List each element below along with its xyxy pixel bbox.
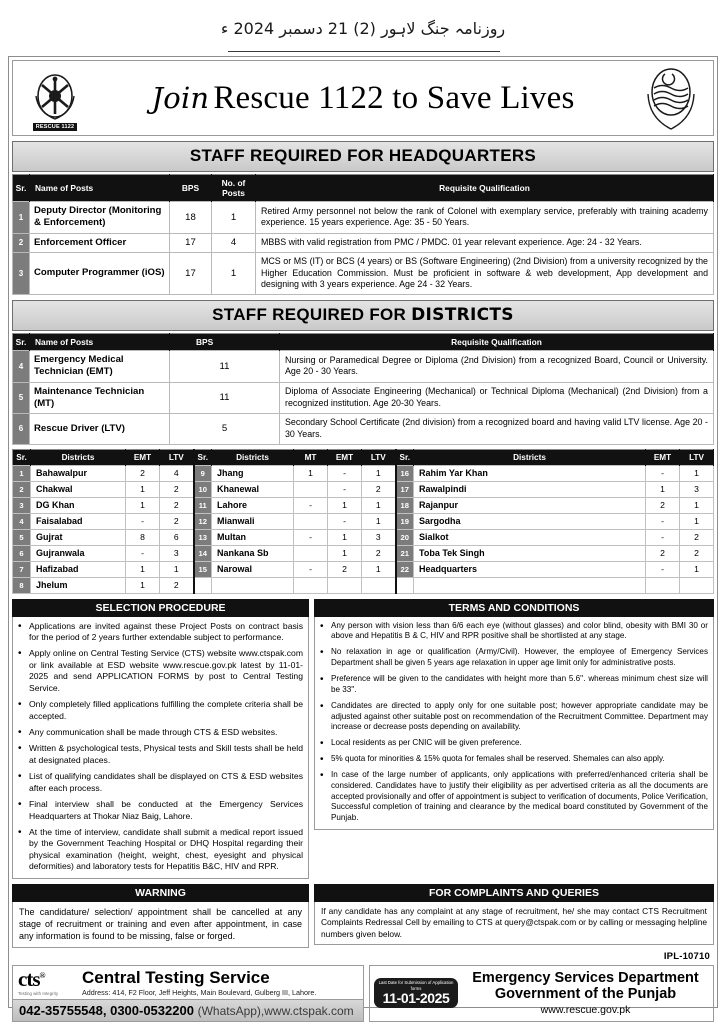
hq-row-bps: 18 xyxy=(170,202,212,234)
grid-district: Toba Tek Singh xyxy=(414,545,646,561)
grid-district: Rajanpur xyxy=(414,497,646,513)
grid-b2-mt: MT xyxy=(294,449,328,465)
grid-emt: 8 xyxy=(126,529,160,545)
cts-full-name: Central Testing Service xyxy=(82,967,270,987)
dist-col-bps: BPS xyxy=(170,334,280,351)
hq-row-qualification: MBBS with valid registration from PMC / PMDC. 01 year relevant experience. Age: 24 - 32 Years. xyxy=(256,233,714,252)
list-item: • At the time of interview, candidate shall submit a medical report issued by the Government Teaching Hospital or DHQ Hospital regarding their physical examination (height, weight, chest, eyesight and physical deformities) and laboratory tests for Hepatitis B&C, HIV and RPR. xyxy=(29,827,303,873)
grid-mt: - xyxy=(294,529,328,545)
grid-ltv: 3 xyxy=(362,529,396,545)
grid-district: Jhang xyxy=(212,465,294,481)
hq-table-header-row xyxy=(13,175,714,202)
grid-empty-cell xyxy=(414,577,646,593)
grid-ltv: 1 xyxy=(680,513,714,529)
list-item: • Apply online on Central Testing Service (CTS) website www.ctspak.com or link available at ESD website www.rescue.gov.pk latest by 11-01-2025 and send APPLICATION FORMS by post to Central Testing Service. xyxy=(29,648,303,694)
advertisement-frame xyxy=(8,56,718,1018)
hq-section-banner: STAFF REQUIRED FOR HEADQUARTERS xyxy=(12,141,714,172)
grid-ltv: 1 xyxy=(680,465,714,481)
grid-empty-cell xyxy=(680,577,714,593)
cts-address: Address: 414, F2 Floor, Jeff Heights, Main Boulevard, Gulberg III, Lahore. xyxy=(82,987,317,997)
grid-sr: 12 xyxy=(194,513,212,529)
grid-district: Nankana Sb xyxy=(212,545,294,561)
grid-sr: 15 xyxy=(194,561,212,577)
grid-emt: 1 xyxy=(328,545,362,561)
table-row xyxy=(13,382,714,414)
rescue-logo-caption: RESCUE 1122 xyxy=(33,123,78,131)
grid-mt xyxy=(294,481,328,497)
table-row xyxy=(13,252,714,294)
grid-emt: 1 xyxy=(126,481,160,497)
hq-posts-table xyxy=(12,174,714,295)
grid-ltv: 2 xyxy=(160,577,194,593)
grid-sr: 18 xyxy=(396,497,414,513)
dist-row-post: Maintenance Technician (MT) xyxy=(30,382,170,414)
grid-emt: 2 xyxy=(126,465,160,481)
table-row xyxy=(13,481,714,497)
grid-emt: 2 xyxy=(646,497,680,513)
grid-emt: 1 xyxy=(328,497,362,513)
dist-row-qualification: Nursing or Paramedical Degree or Diploma (2nd Division) from a recognized Board, Council or University. Age 20 - 30 Years. xyxy=(280,351,714,383)
grid-sr: 14 xyxy=(194,545,212,561)
grid-district: Sargodha xyxy=(414,513,646,529)
grid-sr: 11 xyxy=(194,497,212,513)
grid-b1-districts: Districts xyxy=(31,449,126,465)
list-item: • 5% quota for minorities & 15% quota for females shall be reserved. Shemales can also apply. xyxy=(331,754,708,765)
header-divider xyxy=(228,51,500,52)
list-item: • Only completely filled applications fulfilling the complete criteria shall be accepted. xyxy=(29,699,303,722)
table-row xyxy=(13,414,714,445)
grid-district: Multan xyxy=(212,529,294,545)
hq-row-posts: 1 xyxy=(212,202,256,234)
grid-sr: 19 xyxy=(396,513,414,529)
grid-district: Rahim Yar Khan xyxy=(414,465,646,481)
masthead xyxy=(12,60,714,136)
page-title xyxy=(89,80,637,117)
grid-empty-cell xyxy=(294,577,328,593)
table-row xyxy=(13,351,714,383)
list-item: • List of qualifying candidates shall be displayed on CTS & ESD websites after each process. xyxy=(29,771,303,794)
grid-empty-cell xyxy=(362,577,396,593)
grid-b1-ltv: LTV xyxy=(160,449,194,465)
hq-row-posts: 1 xyxy=(212,252,256,294)
hq-row-qualification: MCS or MS (IT) or BCS (4 years) or BS (Software Engineering) (2nd Division) from a university recognized by the Higher Education Commission. Must be proficient in software & web development, App development and designing with 3 years experience. Age 24 - 32 Years. xyxy=(256,252,714,294)
hq-col-name: Name of Posts xyxy=(30,175,170,202)
cts-contact-bar xyxy=(13,999,363,1021)
grid-ltv: 2 xyxy=(362,481,396,497)
hq-row-post: Computer Programmer (iOS) xyxy=(30,252,170,294)
dist-row-sr: 6 xyxy=(13,414,30,445)
footer xyxy=(12,965,714,1022)
list-item: • Candidates are directed to apply only for one suitable post; however appropriate candidate may be adjusted against other suitable post on recommendation of the Recruitment Committee. Department may increase or decrease posts depending on availability. xyxy=(331,701,708,734)
grid-sr: 10 xyxy=(194,481,212,497)
grid-sr: 2 xyxy=(13,481,31,497)
districts-table-header-row xyxy=(13,334,714,351)
grid-sr: 4 xyxy=(13,513,31,529)
grid-district: Rawalpindi xyxy=(414,481,646,497)
grid-ltv: 6 xyxy=(160,529,194,545)
grid-ltv: 2 xyxy=(680,529,714,545)
grid-emt: - xyxy=(328,481,362,497)
grid-district: Khanewal xyxy=(212,481,294,497)
grid-sr: 16 xyxy=(396,465,414,481)
hq-row-bps: 17 xyxy=(170,252,212,294)
table-row xyxy=(13,233,714,252)
cts-identity-row xyxy=(13,966,363,999)
cts-name-address xyxy=(82,969,358,997)
dist-col-qualification: Requisite Qualification xyxy=(280,334,714,351)
list-item: • Any communication shall be made through CTS & ESD websites. xyxy=(29,727,303,738)
dist-col-name: Name of Posts xyxy=(30,334,170,351)
warning-panel xyxy=(12,884,309,948)
grid-sr: 17 xyxy=(396,481,414,497)
last-date-caption: Last Date for Submission of Application forms xyxy=(378,980,454,991)
grid-ltv: 1 xyxy=(362,497,396,513)
table-row xyxy=(13,545,714,561)
table-row xyxy=(13,202,714,234)
grid-sr: 9 xyxy=(194,465,212,481)
info-columns xyxy=(12,599,714,879)
dist-col-sr: Sr. xyxy=(13,334,30,351)
list-item: • Written & psychological tests, Physical tests and Skill tests shall be held at designated places. xyxy=(29,743,303,766)
rescue-emblem-icon xyxy=(30,72,80,122)
grid-emt: 1 xyxy=(328,529,362,545)
terms-conditions-list xyxy=(318,621,708,825)
grid-emt: 1 xyxy=(646,481,680,497)
dist-row-post: Emergency Medical Technician (EMT) xyxy=(30,351,170,383)
cts-footer-block xyxy=(12,965,364,1022)
warning-complaints-row xyxy=(12,884,714,948)
list-item: • Local residents as per CNIC will be given preference. xyxy=(331,738,708,749)
grid-district: Lahore xyxy=(212,497,294,513)
grid-b1-sr: Sr. xyxy=(13,449,31,465)
grid-sr: 6 xyxy=(13,545,31,561)
grid-emt: 1 xyxy=(126,497,160,513)
dist-row-bps: 11 xyxy=(170,351,280,383)
grid-empty-cell xyxy=(396,577,414,593)
last-date-value: 11-01-2025 xyxy=(382,989,450,1006)
hq-row-qualification: Retired Army personnel not below the rank of Colonel with exemplary service, preferably with training academy experience. 15 years experience. Age: 35 - 50 Years. xyxy=(256,202,714,234)
grid-district: Bahawalpur xyxy=(31,465,126,481)
selection-procedure-panel xyxy=(12,599,309,879)
hq-row-bps: 17 xyxy=(170,233,212,252)
department-footer-block xyxy=(369,965,714,1022)
grid-ltv: 1 xyxy=(362,513,396,529)
grid-mt: - xyxy=(294,561,328,577)
grid-emt: 2 xyxy=(328,561,362,577)
table-row xyxy=(13,465,714,481)
district-grid-header-row xyxy=(13,449,714,465)
grid-ltv: 2 xyxy=(160,481,194,497)
warning-title: WARNING xyxy=(12,884,309,902)
cts-tagline: Testing with Integrity xyxy=(18,990,59,996)
hq-col-posts: No. of Posts xyxy=(212,175,256,202)
rescue-1122-logo xyxy=(27,65,83,131)
complaints-title: FOR COMPLAINTS AND QUERIES xyxy=(314,884,714,902)
hq-col-bps: BPS xyxy=(170,175,212,202)
hq-row-post: Enforcement Officer xyxy=(30,233,170,252)
terms-conditions-body xyxy=(314,617,714,831)
hq-col-qualification: Requisite Qualification xyxy=(256,175,714,202)
list-item: • Preference will be given to the candidates with height more than 5.6''. whereas minimum chest size will be 33''. xyxy=(331,674,708,696)
grid-mt: - xyxy=(294,497,328,513)
grid-sr: 21 xyxy=(396,545,414,561)
table-row xyxy=(13,561,714,577)
grid-ltv: 1 xyxy=(680,497,714,513)
dist-row-bps: 11 xyxy=(170,382,280,414)
grid-b3-ltv: LTV xyxy=(680,449,714,465)
district-vacancy-grid xyxy=(12,449,714,594)
grid-sr: 7 xyxy=(13,561,31,577)
grid-mt xyxy=(294,545,328,561)
masthead-join-word: Join xyxy=(151,80,210,115)
grid-ltv: 1 xyxy=(362,561,396,577)
table-row xyxy=(13,513,714,529)
grid-b1-emt: EMT xyxy=(126,449,160,465)
grid-ltv: 2 xyxy=(680,545,714,561)
grid-ltv: 3 xyxy=(680,481,714,497)
department-website[interactable]: www.rescue.gov.pk xyxy=(540,1003,631,1016)
grid-district: Mianwali xyxy=(212,513,294,529)
cts-website[interactable]: (WhatsApp),www.ctspak.com xyxy=(197,1003,354,1018)
hq-row-post: Deputy Director (Monitoring & Enforcement) xyxy=(30,202,170,234)
grid-ltv: 2 xyxy=(160,513,194,529)
grid-ltv: 1 xyxy=(362,465,396,481)
grid-sr: 8 xyxy=(13,577,31,593)
dist-row-post: Rescue Driver (LTV) xyxy=(30,414,170,445)
grid-sr: 3 xyxy=(13,497,31,513)
grid-ltv: 2 xyxy=(160,497,194,513)
grid-sr: 5 xyxy=(13,529,31,545)
grid-empty-cell xyxy=(646,577,680,593)
grid-district: Gujranwala xyxy=(31,545,126,561)
districts-banner-suffix: DISTRICTS xyxy=(411,305,514,326)
grid-emt: 1 xyxy=(126,577,160,593)
hq-row-posts: 4 xyxy=(212,233,256,252)
list-item: • No relaxation in age or qualification (Army/Civil). However, the employee of Emergency Services Department shall be given 5 years age relaxation in upper age limit only for administrative posts. xyxy=(331,647,708,669)
grid-ltv: 1 xyxy=(680,561,714,577)
grid-b3-sr: Sr. xyxy=(396,449,414,465)
hq-row-sr: 3 xyxy=(13,252,30,294)
grid-sr: 1 xyxy=(13,465,31,481)
dist-row-sr: 4 xyxy=(13,351,30,383)
dist-row-qualification: Secondary School Certificate (2nd division) from a recognized board and having valid LTV license. Age 20 - 30 Years. xyxy=(280,414,714,445)
grid-b3-emt: EMT xyxy=(646,449,680,465)
grid-emt: 2 xyxy=(646,545,680,561)
grid-emt: - xyxy=(646,561,680,577)
cts-phone-numbers[interactable]: 042-35755548, 0300-0532200 xyxy=(19,1002,194,1018)
cts-logo xyxy=(18,966,76,996)
grid-empty-cell xyxy=(194,577,212,593)
department-line-2: Government of the Punjab xyxy=(494,985,677,1002)
list-item: • Final interview shall be conducted at the Emergency Services Headquarters at Thokar Niaz Baig, Lahore. xyxy=(29,799,303,822)
department-line-1: Emergency Services Department xyxy=(472,970,699,987)
grid-b2-ltv: LTV xyxy=(362,449,396,465)
grid-emt: - xyxy=(126,545,160,561)
grid-district: Sialkot xyxy=(414,529,646,545)
terms-conditions-title: TERMS AND CONDITIONS xyxy=(314,599,714,617)
last-date-badge xyxy=(374,978,458,1008)
ipl-code: IPL-10710 xyxy=(663,950,710,962)
hq-col-sr: Sr. xyxy=(13,175,30,202)
grid-emt: - xyxy=(328,465,362,481)
complaints-text: If any candidate has any complaint at any stage of recruitment, he/ she may contact CTS Recruitment Complaints Redressal Cell by emailing to CTS at query@ctspak.com or by calling or messaging helpline numbers given below. xyxy=(314,902,714,946)
hq-row-sr: 2 xyxy=(13,233,30,252)
districts-section-banner xyxy=(12,300,714,331)
grid-sr: 13 xyxy=(194,529,212,545)
grid-mt xyxy=(294,513,328,529)
grid-emt: - xyxy=(646,513,680,529)
grid-empty-cell xyxy=(212,577,294,593)
grid-emt: - xyxy=(328,513,362,529)
list-item: • In case of the large number of applicants, only applications with preferred/enhanced criteria shall be considered. Candidates have to justify their eligibility as per advertised criteria as all the documents are accepted provisionally and offer of appointment is subject to verification of documents, Police Verification, Successful completion of training and clearance by the medical board constituted by Government of the Punjab. xyxy=(331,770,708,824)
districts-banner-prefix: STAFF REQUIRED FOR xyxy=(212,305,412,325)
grid-b2-districts: Districts xyxy=(212,449,294,465)
grid-emt: - xyxy=(646,529,680,545)
grid-ltv: 1 xyxy=(160,561,194,577)
punjab-government-logo xyxy=(643,64,699,132)
grid-mt: 1 xyxy=(294,465,328,481)
grid-emt: - xyxy=(126,513,160,529)
grid-ltv: 4 xyxy=(160,465,194,481)
cts-logo-text: cts® xyxy=(18,966,45,991)
selection-procedure-list xyxy=(16,621,303,873)
terms-conditions-panel xyxy=(314,599,714,879)
grid-sr: 20 xyxy=(396,529,414,545)
dist-row-bps: 5 xyxy=(170,414,280,445)
newspaper-source-line xyxy=(0,0,726,56)
grid-b2-sr: Sr. xyxy=(194,449,212,465)
hq-row-sr: 1 xyxy=(13,202,30,234)
cts-logo-registered: ® xyxy=(39,970,45,980)
grid-district: Chakwal xyxy=(31,481,126,497)
department-identity xyxy=(464,971,707,1015)
grid-district: Jhelum xyxy=(31,577,126,593)
grid-district: DG Khan xyxy=(31,497,126,513)
grid-b2-emt: EMT xyxy=(328,449,362,465)
selection-procedure-title: SELECTION PROCEDURE xyxy=(12,599,309,617)
selection-procedure-body xyxy=(12,617,309,879)
list-item: • Applications are invited against these Project Posts on contract basis for the period of 2 years further extendable subject to performance. xyxy=(29,621,303,644)
districts-posts-table xyxy=(12,333,714,445)
warning-text: The candidature/ selection/ appointment shall be cancelled at any stage of recruitment or training and even after appointment, in case any information is found to be missing, false or forged. xyxy=(12,902,309,948)
grid-empty-cell xyxy=(328,577,362,593)
grid-district: Narowal xyxy=(212,561,294,577)
dist-row-qualification: Diploma of Associate Engineering (Mechanical) or Technical Diploma (Mechanical) (2nd Division) from a recognized institution. Age 20-30 Years. xyxy=(280,382,714,414)
grid-sr: 22 xyxy=(396,561,414,577)
list-item: • Any person with vision less than 6/6 each eye (without glasses) and color blind, obesity with BMI 30 or above and Hepatitis B & C, HIV and RPR positive shall be shortlisted at any stage. xyxy=(331,621,708,643)
grid-district: Hafizabad xyxy=(31,561,126,577)
grid-ltv: 3 xyxy=(160,545,194,561)
grid-district: Gujrat xyxy=(31,529,126,545)
grid-district: Headquarters xyxy=(414,561,646,577)
masthead-title-rest: Rescue 1122 to Save Lives xyxy=(213,79,575,116)
table-row xyxy=(13,577,714,593)
table-row xyxy=(13,529,714,545)
complaints-panel xyxy=(314,884,714,948)
grid-emt: 1 xyxy=(126,561,160,577)
grid-ltv: 2 xyxy=(362,545,396,561)
dist-row-sr: 5 xyxy=(13,382,30,414)
table-row xyxy=(13,497,714,513)
newspaper-source-text: روزنامہ جنگ لاہور (2) 21 دسمبر 2024 ء xyxy=(220,18,506,38)
grid-emt: - xyxy=(646,465,680,481)
grid-district: Faisalabad xyxy=(31,513,126,529)
grid-b3-districts: Districts xyxy=(414,449,646,465)
